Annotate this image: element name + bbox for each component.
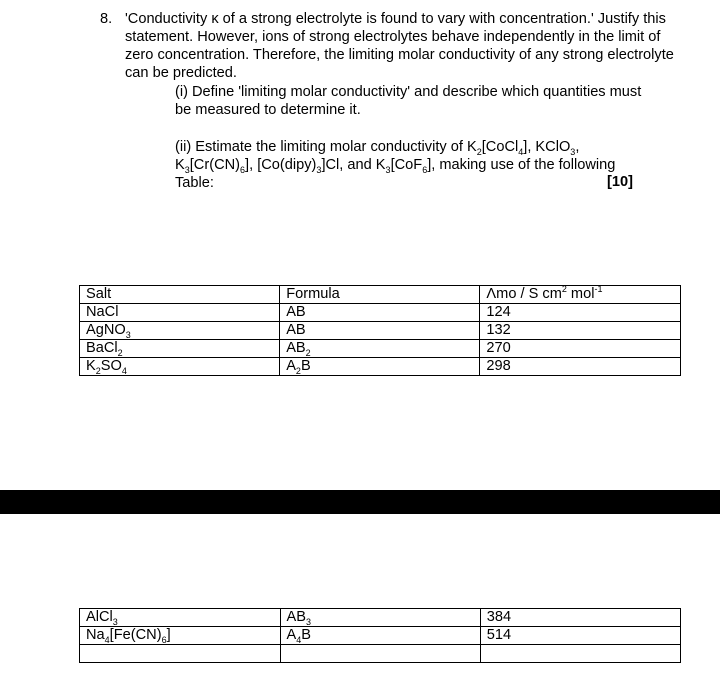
value-cell: 298	[480, 358, 681, 376]
black-band-divider	[0, 490, 720, 514]
value-cell	[480, 645, 680, 663]
conductivity-table-top	[79, 285, 681, 376]
table-row	[80, 358, 681, 376]
part-ii-text: (ii) Estimate the limiting molar conductivity of $K_2[CoCl_4]$, KClO$_3$, $K_3[Cr(CN)_6]$, $[Co(dipy)_3]Cl$, and $K_3[CoF_6]$, making use of the following Table:	[175, 139, 616, 191]
table-row	[80, 322, 681, 340]
formula-cell	[280, 645, 480, 663]
table-row	[80, 609, 681, 627]
value-cell: 514	[480, 627, 680, 645]
header-lambda: Λmo / S $cm^2$ mol$^{-1}$	[480, 286, 681, 304]
salt-cell	[80, 645, 281, 663]
table-row	[80, 645, 681, 663]
value-cell: 270	[480, 340, 681, 358]
table-row	[80, 340, 681, 358]
part-i-text: (i) Define 'limiting molar conductivity' and describe which quantities must be measured to determine it.	[175, 84, 642, 118]
formula-cell: $A_2B$	[280, 358, 480, 376]
salt-cell: $K_2SO_4$	[80, 358, 280, 376]
value-cell: 124	[480, 304, 681, 322]
question-number: 8.	[100, 11, 113, 27]
table-row	[80, 627, 681, 645]
formula-cell: AB	[280, 304, 480, 322]
value-cell: 384	[480, 609, 680, 627]
question-text: 'Conductivity κ of a strong electrolyte is found to vary with concentration.' Justify this statement. However, ions of strong electrolytes behave independently in the limit of zero concentration. Therefore, the limiting molar conductivity of any strong electrolyte can be predicted.	[125, 11, 674, 81]
conductivity-table-bottom	[79, 608, 681, 663]
formula-cell: AB	[280, 322, 480, 340]
header-salt: Salt	[80, 286, 280, 304]
formula-cell: $A_4B$	[280, 627, 480, 645]
value-cell: 132	[480, 322, 681, 340]
salt-cell: AgNO$_3$	[80, 322, 280, 340]
salt-cell: NaCl	[80, 304, 280, 322]
header-formula: Formula	[280, 286, 480, 304]
salt-cell: AlCl$_3$	[80, 609, 281, 627]
formula-cell: $AB_3$	[280, 609, 480, 627]
marks-label: [10]	[607, 174, 633, 190]
table-row	[80, 304, 681, 322]
salt-cell: BaCl$_2$	[80, 340, 280, 358]
salt-cell: $Na_4[Fe(CN)_6]$	[80, 627, 281, 645]
formula-cell: $AB_2$	[280, 340, 480, 358]
question-8	[100, 10, 690, 82]
table-header-row	[80, 286, 681, 304]
